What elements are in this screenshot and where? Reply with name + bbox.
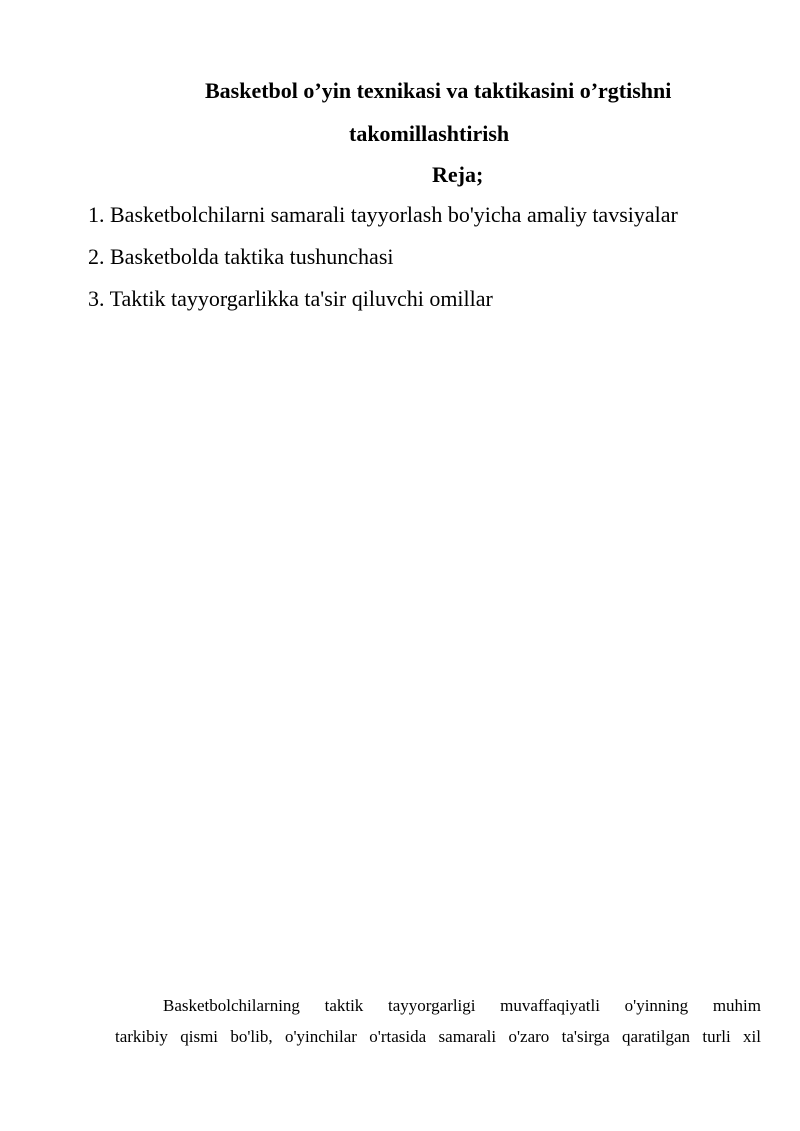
body-line-1: Basketbolchilarning taktik tayyorgarligi muvaffaqiyatli o'yinning muhim xyxy=(163,996,761,1015)
body-line-2: tarkibiy qismi bo'lib, o'yinchilar o'rtasida samarali o'zaro ta'sirga qaratilgan turli xil xyxy=(115,1027,761,1046)
document-title-line-1: Basketbol o’yin texnikasi va taktikasini o’rgtishni xyxy=(205,78,672,103)
plan-item-1: 1. Basketbolchilarni samarali tayyorlash bo'yicha amaliy tavsiyalar xyxy=(88,202,678,227)
plan-item-2: 2. Basketbolda taktika tushunchasi xyxy=(88,244,394,269)
plan-heading: Reja; xyxy=(432,162,484,187)
plan-list xyxy=(88,204,678,330)
plan-item-3: 3. Taktik tayyorgarlikka ta'sir qiluvchi omillar xyxy=(88,286,493,311)
document-title-line-2: takomillashtirish xyxy=(349,121,510,146)
body-paragraph xyxy=(115,990,761,1052)
